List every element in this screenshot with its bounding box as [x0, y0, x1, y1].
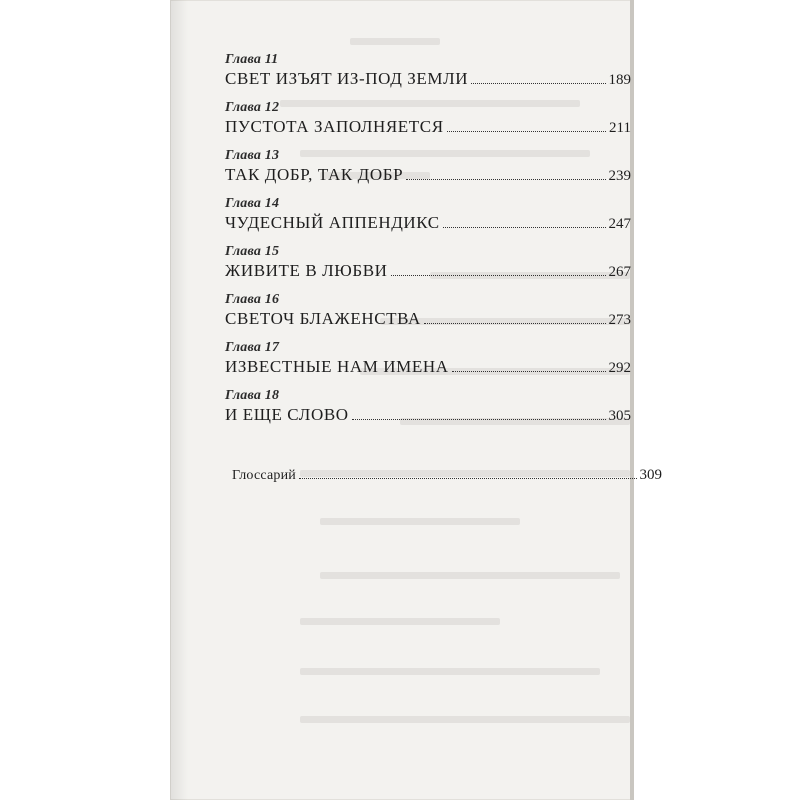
toc-line	[225, 165, 631, 185]
toc-entry[interactable]	[225, 52, 631, 100]
dot-leader	[443, 213, 606, 228]
dot-leader	[471, 69, 605, 84]
toc-line	[225, 309, 631, 329]
page-number: 305	[608, 408, 631, 424]
chapter-number: Глава 13	[225, 148, 280, 163]
dot-leader	[391, 261, 606, 276]
chapter-title: ЧУДЕСНЫЙ АППЕНДИКС	[225, 213, 440, 232]
chapter-title: СВЕТ ИЗЪЯТ ИЗ-ПОД ЗЕМЛИ	[225, 69, 469, 88]
toc-entry[interactable]	[225, 388, 631, 436]
dot-leader	[352, 405, 606, 420]
toc-line	[225, 405, 631, 425]
page-number: 292	[608, 360, 631, 376]
toc-entry[interactable]	[225, 196, 631, 244]
toc-entry[interactable]	[225, 148, 631, 196]
toc-entry[interactable]	[225, 292, 631, 340]
dot-leader	[424, 309, 606, 324]
dot-leader	[452, 357, 606, 372]
toc-line	[225, 213, 631, 233]
toc-line	[225, 357, 631, 377]
chapter-number: Глава 14	[225, 196, 280, 211]
page-number: 247	[608, 216, 631, 232]
dot-leader	[406, 165, 605, 180]
chapter-number: Глава 16	[225, 292, 280, 307]
chapter-title: ТАК ДОБР, ТАК ДОБР	[225, 165, 404, 184]
chapter-number: Глава 11	[225, 52, 279, 67]
toc-entry[interactable]	[225, 340, 631, 388]
toc-entry[interactable]	[225, 100, 631, 148]
toc-entry-glossary[interactable]	[232, 464, 662, 484]
spine-shadow	[170, 0, 188, 800]
page-number: 211	[609, 120, 631, 136]
page-number: 189	[608, 72, 631, 88]
table-of-contents	[225, 52, 662, 483]
chapter-title: И ЕЩЕ СЛОВО	[225, 405, 349, 424]
glossary-title: Глоссарий	[232, 468, 296, 483]
toc-line	[225, 69, 631, 89]
chapter-title: ПУСТОТА ЗАПОЛНЯЕТСЯ	[225, 117, 444, 136]
page-number: 273	[608, 312, 631, 328]
chapter-number: Глава 18	[225, 388, 280, 403]
chapter-title: СВЕТОЧ БЛАЖЕНСТВА	[225, 309, 421, 328]
chapter-title: ЖИВИТЕ В ЛЮБВИ	[225, 261, 388, 280]
dot-leader	[447, 117, 606, 132]
chapter-number: Глава 17	[225, 340, 280, 355]
toc-entry[interactable]	[225, 244, 631, 292]
dot-leader	[299, 464, 637, 479]
page-number: 267	[608, 264, 631, 280]
toc-line	[225, 261, 631, 281]
toc-line	[225, 117, 631, 137]
chapter-title: ИЗВЕСТНЫЕ НАМ ИМЕНА	[225, 357, 449, 376]
page-number: 309	[639, 467, 662, 483]
page-number: 239	[608, 168, 631, 184]
chapter-number: Глава 15	[225, 244, 280, 259]
chapter-number: Глава 12	[225, 100, 280, 115]
